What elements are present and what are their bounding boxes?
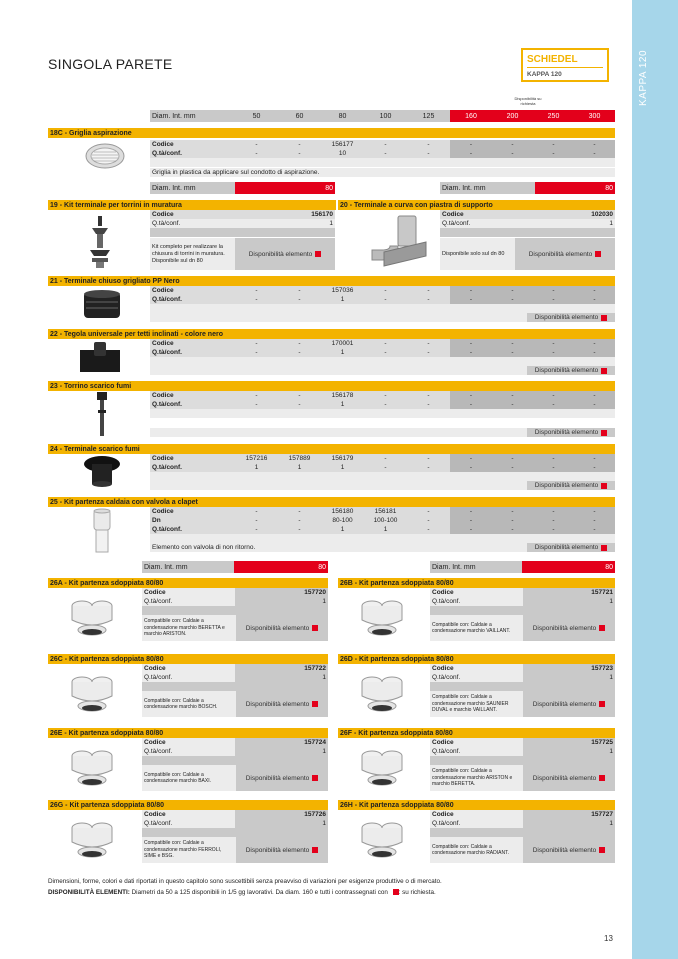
kit-26b-code-row: Codice 157721 (432, 589, 613, 596)
kit-26g-code-row: Codice 157726 (144, 811, 326, 818)
section-20-code-row: Codice 102030 (442, 211, 613, 218)
diameter-header: Diam. Int. mm 50 60 80 100 125 160 200 250 300 (150, 110, 615, 122)
terminale-scarico-image (80, 454, 124, 488)
section-25-code-row: Codice - - 156180 156181 - - - - - (150, 507, 615, 516)
section-24-code-row: Codice 157216 157889 156179 - - - - - - (150, 454, 615, 463)
kit-26c-code-row: Codice 157722 (144, 665, 326, 672)
kit-26a-code-row: Codice 157720 (144, 589, 326, 596)
kit-26f-note-block: Compatibile con: Caldaie a condensazione marchio ARISTON e marchio BERETTA. Disponibilità elemento (430, 765, 615, 791)
side-band (632, 0, 678, 959)
kit-torrini-image (88, 214, 112, 270)
kit-26b-title: 26B - Kit partenza sdoppiata 80/80 (338, 578, 615, 588)
section-18c-title: 18C - Griglia aspirazione (48, 128, 615, 138)
kit-26c-qty-row: Q.tà/conf. 1 (144, 674, 326, 681)
kit-26g-image (62, 814, 122, 862)
kit-26e-note-block: Compatibile con: Caldaie a condensazione marchio BAXI. Disponibilità elemento (142, 765, 328, 791)
terminal-pp-nero-image (78, 288, 126, 322)
page-title: SINGOLA PARETE (48, 56, 173, 72)
kit-26e-qty-row: Q.tà/conf. 1 (144, 748, 326, 755)
section-19-note-block: Kit completo per realizzare la chiusura di torrini in muratura. Disponibile sul dn 80 Disponibilità elemento (150, 238, 335, 270)
section-23-availability: Disponibilità elemento (150, 428, 615, 437)
footer-line-2: DISPONIBILITÀ ELEMENTI: Diametri da 50 a 125 disponibili in 1/5 gg lavorativi. Da diam. 160 e tutti i contrassegnati con : su richiesta. (48, 889, 436, 896)
section-18c-note: Griglia in plastica da applicare sul condotto di aspirazione. (150, 168, 615, 177)
diam-80-bar-right: Diam. Int. mm 80 (440, 182, 615, 194)
kit-26h-note-block: Compatibile con: Caldaie a condensazione marchio RADIANT. Disponibilità elemento (430, 837, 615, 863)
section-21-availability: Disponibilità elemento (150, 313, 615, 322)
kit-26e-title: 26E - Kit partenza sdoppiata 80/80 (48, 728, 328, 738)
kit-26c-note-block: Compatibile con: Caldaie a condensazione marchio BOSCH. Disponibilità elemento (142, 691, 328, 717)
section-20-note-block: Disponibile solo sul dn 80 Disponibilità elemento (440, 238, 615, 270)
section-18c-qty-row: Q.tà/conf. - - 10 - - - - - - (150, 149, 615, 158)
section-19-title: 19 - Kit terminale per torrini in muratura (48, 200, 336, 210)
diam-80-bar-left-lower: Diam. Int. mm 80 (142, 561, 328, 573)
kit-26g-title: 26G - Kit partenza sdoppiata 80/80 (48, 800, 328, 810)
kit-26f-qty-row: Q.tà/conf. 1 (432, 748, 613, 755)
section-25-title: 25 - Kit partenza caldaia con valvola a clapet (48, 497, 615, 507)
curved-terminal-image (368, 212, 428, 268)
section-25-qty-row: Q.tà/conf. - - 1 1 - - - - - (150, 525, 615, 534)
section-24-qty-row: Q.tà/conf. 1 1 1 - - - - - - (150, 463, 615, 472)
section-24-title: 24 - Terminale scarico fumi (48, 444, 615, 454)
kit-26b-note-block: Compatibile con: Caldaie a condensazione marchio VAILLANT. Disponibilità elemento (430, 615, 615, 641)
kit-26g-qty-row: Q.tà/conf. 1 (144, 820, 326, 827)
kit-26c-title: 26C - Kit partenza sdoppiata 80/80 (48, 654, 328, 664)
kit-26a-title: 26A - Kit partenza sdoppiata 80/80 (48, 578, 328, 588)
kit-26a-qty-row: Q.tà/conf. 1 (144, 598, 326, 605)
schiedel-logo (521, 48, 609, 82)
section-25-dn-row: Dn - - 80-100 100-100 - - - - - (150, 516, 615, 525)
section-22-code-row: Codice - - 170001 - - - - - - (150, 339, 615, 348)
section-23-title: 23 - Torrino scarico fumi (48, 381, 615, 391)
kit-26f-title: 26F - Kit partenza sdoppiata 80/80 (338, 728, 615, 738)
footer-line-1: Dimensioni, forme, colori e dati riportati in questo capitolo sono suscettibili senza preavviso di variazioni per esigenze produttive o di mercato. (48, 878, 442, 885)
section-21-title: 21 - Terminale chiuso grigliato PP Nero (48, 276, 615, 286)
section-22-qty-row: Q.tà/conf. - - 1 - - - - - - (150, 348, 615, 357)
section-21-code-row: Codice - - 157036 - - - - - - (150, 286, 615, 295)
section-22-title: 22 - Tegola universale per tetti inclinati - colore nero (48, 329, 615, 339)
kit-26d-title: 26D - Kit partenza sdoppiata 80/80 (338, 654, 615, 664)
kit-26f-image (352, 742, 412, 790)
kit-26h-code-row: Codice 157727 (432, 811, 613, 818)
section-19-code-row: Codice 156170 (152, 211, 333, 218)
kit-26e-code-row: Codice 157724 (144, 739, 326, 746)
tegola-image (78, 340, 122, 374)
section-23-code-row: Codice - - 156178 - - - - - - (150, 391, 615, 400)
section-24-availability: Disponibilità elemento (150, 481, 615, 490)
diam-80-bar-right-lower: Diam. Int. mm 80 (430, 561, 615, 573)
page-number: 13 (604, 934, 613, 943)
section-19-qty-row: Q.tà/conf. 1 (152, 220, 333, 227)
kit-26c-image (62, 668, 122, 716)
kit-26a-image (62, 592, 122, 640)
kit-26d-note-block: Compatibile con: Caldaie a condensazione marchio SAUNIER DUVAL e marchio VAILLANT. Disponibilità elemento (430, 691, 615, 717)
kit-26h-image (352, 814, 412, 862)
grid-product-image (84, 142, 126, 170)
kit-26e-image (62, 742, 122, 790)
kit-26h-qty-row: Q.tà/conf. 1 (432, 820, 613, 827)
side-label: KAPPA 120 (638, 49, 649, 107)
availability-note: Disponibilità su richiesta (514, 96, 542, 106)
kit-26h-title: 26H - Kit partenza sdoppiata 80/80 (338, 800, 615, 810)
kit-26a-note-block: Compatibile con: Caldaie a condensazione marchio BERETTA e marchio ARISTON. Disponibilità elemento (142, 615, 328, 641)
section-22-availability: Disponibilità elemento (150, 366, 615, 375)
section-20-title: 20 - Terminale a curva con piastra di supporto (338, 200, 615, 210)
kit-26b-qty-row: Q.tà/conf. 1 (432, 598, 613, 605)
logo-brand: SCHIEDEL (527, 54, 578, 65)
kit-26b-image (352, 592, 412, 640)
diam-80-bar-left: Diam. Int. mm 80 (150, 182, 335, 194)
kit-26g-note-block: Compatibile con: Caldaie a condensazione marchio FERROLI, SIME e BSG. Disponibilità elemento (142, 837, 328, 863)
section-21-qty-row: Q.tà/conf. - - 1 - - - - - - (150, 295, 615, 304)
footer-notes (48, 876, 442, 898)
section-18c-code-row: Codice - - 156177 - - - - - - (150, 140, 615, 149)
section-25-note: Elemento con valvola di non ritorno. Disponibilità elemento (150, 543, 615, 552)
kit-clapet-image (88, 508, 116, 556)
kit-26d-code-row: Codice 157723 (432, 665, 613, 672)
kit-26d-qty-row: Q.tà/conf. 1 (432, 674, 613, 681)
torrino-image (94, 390, 110, 438)
kit-26d-image (352, 668, 412, 716)
section-23-qty-row: Q.tà/conf. - - 1 - - - - - - (150, 400, 615, 409)
section-20-qty-row: Q.tà/conf. 1 (442, 220, 613, 227)
kit-26f-code-row: Codice 157725 (432, 739, 613, 746)
logo-product: KAPPA 120 (527, 71, 562, 78)
